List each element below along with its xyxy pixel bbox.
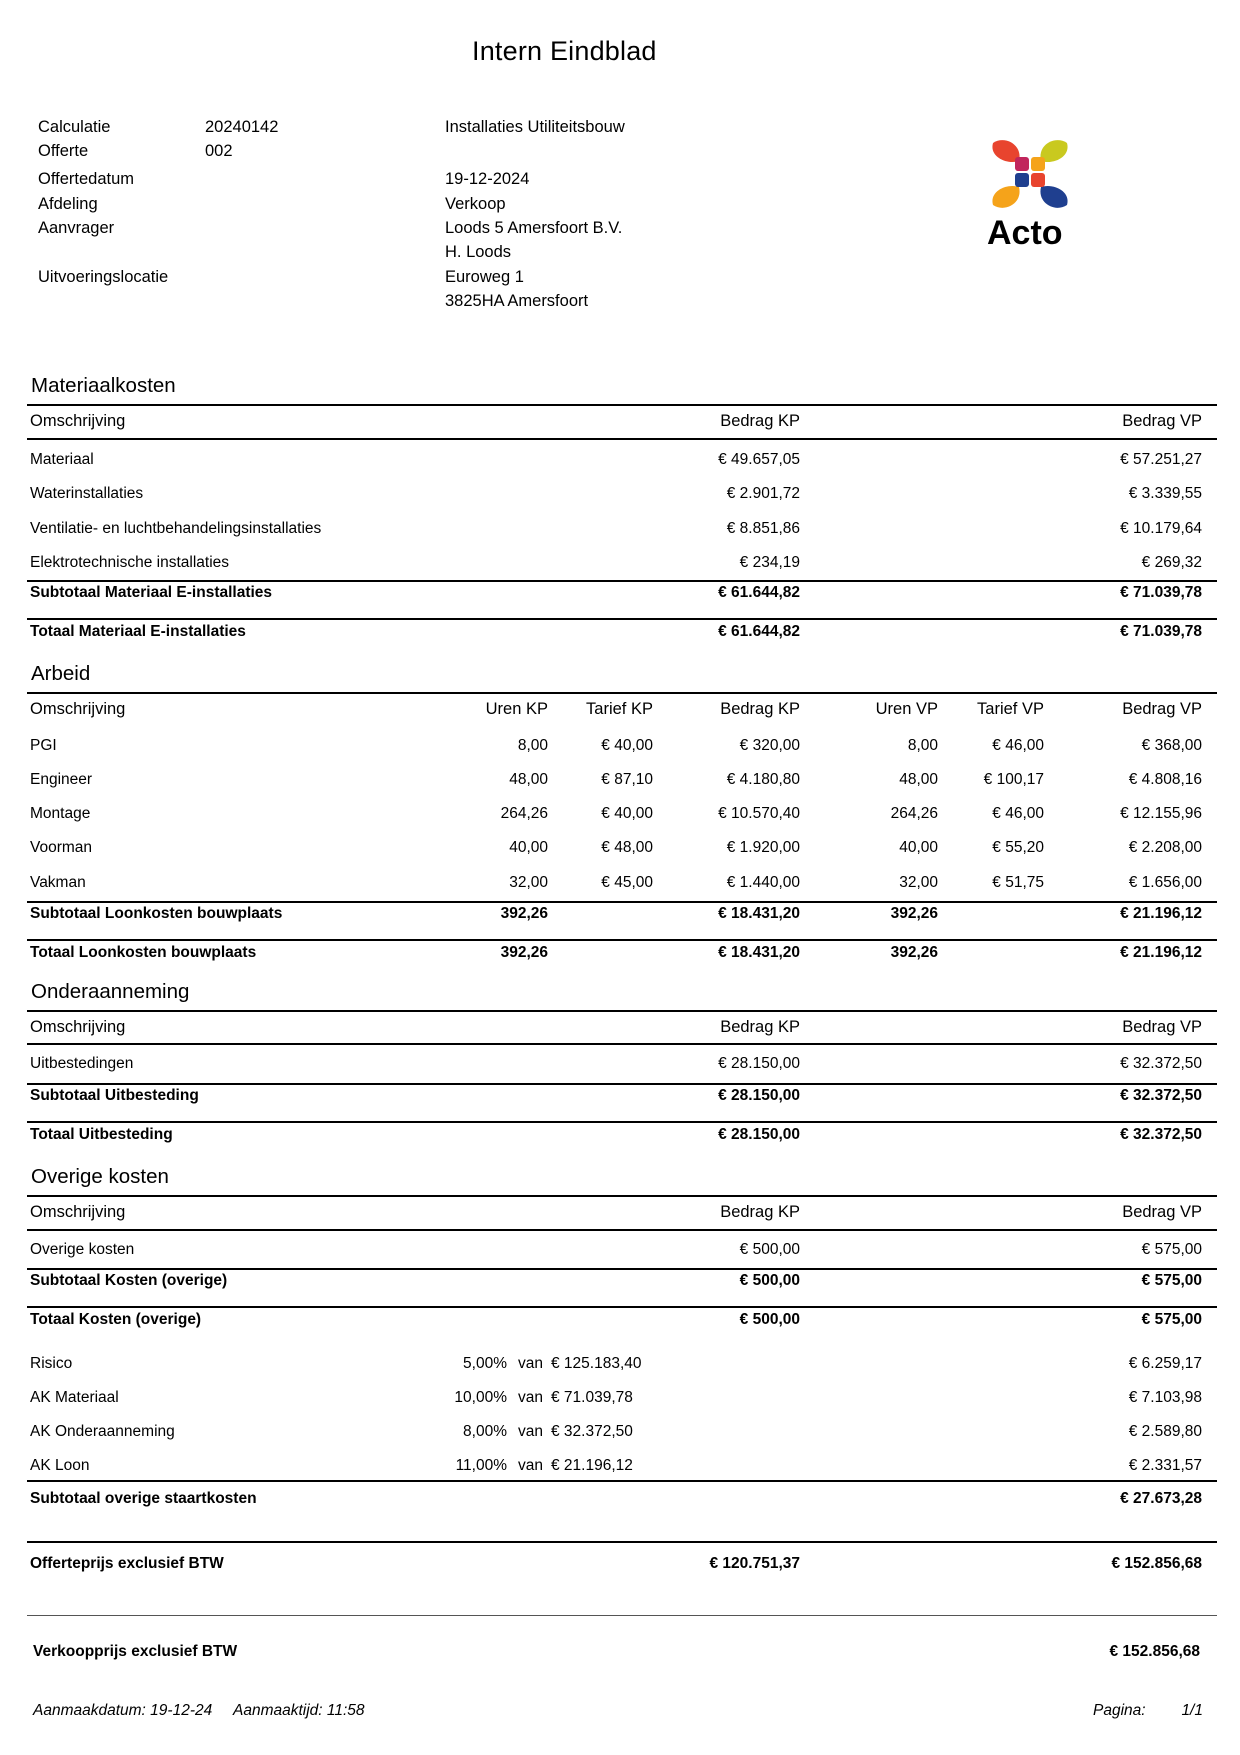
calculatie-label: Calculatie — [38, 118, 111, 136]
table-row-bedrag-kp: € 10.570,40 — [718, 805, 800, 822]
subtotal-vp: € 575,00 — [1141, 1272, 1202, 1289]
table-row-bedrag-vp: € 4.808,16 — [1128, 771, 1202, 788]
staart-row-basis: € 71.039,78 — [551, 1389, 633, 1406]
col-bedrag-kp: Bedrag KP — [720, 700, 800, 718]
total-label: Totaal Materiaal E-installaties — [30, 623, 246, 640]
subtotal-label: Subtotaal Uitbesteding — [30, 1087, 199, 1104]
col-bedrag-vp: Bedrag VP — [1122, 700, 1202, 718]
subtotal-bedrag-vp: € 21.196,12 — [1120, 905, 1202, 922]
afdeling-value: Verkoop — [445, 195, 506, 213]
staart-row-basis: € 125.183,40 — [551, 1355, 642, 1372]
acto-logo-mark — [985, 135, 1075, 215]
offerteprijs-kp: € 120.751,37 — [709, 1555, 800, 1572]
staart-row-basis: € 21.196,12 — [551, 1457, 633, 1474]
footer-pagina-label: Pagina: — [1093, 1702, 1146, 1719]
subtotal-kp: € 500,00 — [739, 1272, 800, 1289]
staart-subtotal-amount: € 27.673,28 — [1120, 1490, 1202, 1507]
table-row-name: Montage — [30, 805, 91, 822]
page-title: Intern Eindblad — [472, 36, 657, 66]
total-kp: € 61.644,82 — [718, 623, 800, 640]
verkoopprijs-label: Verkoopprijs exclusief BTW — [33, 1643, 238, 1660]
total-vp: € 575,00 — [1141, 1311, 1202, 1328]
table-row-uren-kp: 40,00 — [509, 839, 548, 856]
table-row-bedrag-vp: € 368,00 — [1141, 737, 1202, 754]
row-name: Overige kosten — [30, 1241, 135, 1258]
table-row-vp: € 57.251,27 — [1120, 451, 1202, 468]
staart-row-basis: € 32.372,50 — [551, 1423, 633, 1440]
table-row-tarief-vp: € 51,75 — [992, 874, 1044, 891]
col-bedrag-vp: Bedrag VP — [1122, 1018, 1202, 1036]
verkoopprijs-amount: € 152.856,68 — [1109, 1643, 1200, 1660]
acto-logo-text: Acto — [987, 214, 1063, 252]
table-row-tarief-kp: € 40,00 — [601, 805, 653, 822]
staart-row-van: van — [518, 1423, 543, 1440]
footer-aanmaakdatum: Aanmaakdatum: 19-12-24 — [33, 1702, 213, 1719]
row-vp: € 32.372,50 — [1120, 1055, 1202, 1072]
col-bedrag-kp: Bedrag KP — [720, 412, 800, 430]
row-kp: € 500,00 — [739, 1241, 800, 1258]
staart-row-pct: 11,00% — [455, 1457, 507, 1474]
total-bedrag-vp: € 21.196,12 — [1120, 944, 1202, 961]
subtotal-label: Subtotaal Loonkosten bouwplaats — [30, 905, 283, 922]
footer-pagina-value: 1/1 — [1181, 1702, 1203, 1719]
col-omschrijving: Omschrijving — [30, 700, 126, 718]
staart-row-van: van — [518, 1389, 543, 1406]
table-row-bedrag-kp: € 1.440,00 — [726, 874, 800, 891]
col-bedrag-vp: Bedrag VP — [1122, 412, 1202, 430]
subtotal-bedrag-kp: € 18.431,20 — [718, 905, 800, 922]
table-row-uren-vp: 32,00 — [899, 874, 938, 891]
total-vp: € 71.039,78 — [1120, 623, 1202, 640]
table-row-tarief-kp: € 48,00 — [601, 839, 653, 856]
staart-subtotal-label: Subtotaal overige staartkosten — [30, 1490, 257, 1507]
col-uren-kp: Uren KP — [485, 700, 548, 718]
uitvoeringslocatie-label: Uitvoeringslocatie — [38, 268, 169, 286]
offerteprijs-label: Offerteprijs exclusief BTW — [30, 1555, 224, 1572]
table-row-name: Ventilatie- en luchtbehandelingsinstallaties — [30, 520, 322, 537]
col-omschrijving: Omschrijving — [30, 412, 126, 430]
aanvrager-label: Aanvrager — [38, 219, 115, 237]
subtotal-vp: € 32.372,50 — [1120, 1087, 1202, 1104]
subtotal-vp: € 71.039,78 — [1120, 584, 1202, 601]
section-title-arbeid: Arbeid — [31, 662, 91, 685]
table-row-name: Vakman — [30, 874, 86, 891]
staart-row-amount: € 2.331,57 — [1128, 1457, 1202, 1474]
calculatie-value: 20240142 — [205, 118, 279, 136]
subtotal-uren-kp: 392,26 — [500, 905, 548, 922]
section-title-overige: Overige kosten — [31, 1165, 169, 1188]
staart-row-pct: 10,00% — [454, 1389, 507, 1406]
col-tarief-kp: Tarief KP — [586, 700, 653, 718]
table-row-tarief-vp: € 46,00 — [992, 805, 1044, 822]
offerteprijs-vp: € 152.856,68 — [1111, 1555, 1202, 1572]
staart-row-amount: € 7.103,98 — [1128, 1389, 1202, 1406]
table-row-tarief-vp: € 100,17 — [983, 771, 1044, 788]
staart-row-name: AK Onderaanneming — [30, 1423, 175, 1440]
table-row-bedrag-vp: € 1.656,00 — [1128, 874, 1202, 891]
subtotal-label: Subtotaal Kosten (overige) — [30, 1272, 228, 1289]
total-bedrag-kp: € 18.431,20 — [718, 944, 800, 961]
table-row-name: Materiaal — [30, 451, 94, 468]
staart-row-amount: € 2.589,80 — [1128, 1423, 1202, 1440]
aanvrager-line1: Loods 5 Amersfoort B.V. — [445, 219, 623, 237]
table-row-bedrag-kp: € 1.920,00 — [726, 839, 800, 856]
table-row-name: Engineer — [30, 771, 93, 788]
staart-row-name: Risico — [30, 1355, 73, 1372]
staart-row-pct: 5,00% — [463, 1355, 507, 1372]
col-omschrijving: Omschrijving — [30, 1018, 126, 1036]
col-uren-vp: Uren VP — [875, 700, 938, 718]
offerte-value: 002 — [205, 142, 233, 160]
subtotal-label: Subtotaal Materiaal E-installaties — [30, 584, 273, 601]
table-row-uren-vp: 8,00 — [907, 737, 938, 754]
section-title-materiaal: Materiaalkosten — [31, 374, 176, 397]
table-row-kp: € 2.901,72 — [726, 485, 800, 502]
table-row-tarief-vp: € 46,00 — [992, 737, 1044, 754]
total-kp: € 28.150,00 — [718, 1126, 800, 1143]
col-bedrag-kp: Bedrag KP — [720, 1018, 800, 1036]
staart-row-van: van — [518, 1457, 543, 1474]
total-label: Totaal Loonkosten bouwplaats — [30, 944, 257, 961]
staart-row-amount: € 6.259,17 — [1128, 1355, 1202, 1372]
footer-aanmaaktijd: Aanmaaktijd: 11:58 — [233, 1702, 365, 1719]
row-name: Uitbestedingen — [30, 1055, 134, 1072]
table-row-tarief-kp: € 87,10 — [601, 771, 653, 788]
total-label: Totaal Kosten (overige) — [30, 1311, 202, 1328]
table-row-tarief-vp: € 55,20 — [992, 839, 1044, 856]
staart-row-name: AK Materiaal — [30, 1389, 119, 1406]
table-row-uren-vp: 264,26 — [890, 805, 938, 822]
total-uren-vp: 392,26 — [890, 944, 938, 961]
col-bedrag-vp: Bedrag VP — [1122, 1203, 1202, 1221]
subtotal-kp: € 28.150,00 — [718, 1087, 800, 1104]
subtotal-uren-vp: 392,26 — [890, 905, 938, 922]
offerte-label: Offerte — [38, 142, 89, 160]
table-row-uren-kp: 32,00 — [509, 874, 548, 891]
col-tarief-vp: Tarief VP — [977, 700, 1044, 718]
row-kp: € 28.150,00 — [718, 1055, 800, 1072]
table-row-uren-kp: 264,26 — [500, 805, 548, 822]
table-row-tarief-kp: € 40,00 — [601, 737, 653, 754]
section-title-onderaanneming: Onderaanneming — [31, 980, 190, 1003]
offertedatum-label: Offertedatum — [38, 170, 134, 188]
table-row-uren-kp: 48,00 — [509, 771, 548, 788]
afdeling-label: Afdeling — [38, 195, 98, 213]
locatie-line2: 3825HA Amersfoort — [445, 292, 589, 310]
table-row-vp: € 10.179,64 — [1120, 520, 1202, 537]
col-omschrijving: Omschrijving — [30, 1203, 126, 1221]
table-row-uren-vp: 40,00 — [899, 839, 938, 856]
total-uren-kp: 392,26 — [500, 944, 548, 961]
staart-row-name: AK Loon — [30, 1457, 90, 1474]
subtotal-kp: € 61.644,82 — [718, 584, 800, 601]
table-row-bedrag-kp: € 320,00 — [739, 737, 800, 754]
row-vp: € 575,00 — [1141, 1241, 1202, 1258]
description-value: Installaties Utiliteitsbouw — [445, 118, 625, 136]
locatie-line1: Euroweg 1 — [445, 268, 524, 286]
table-row-kp: € 8.851,86 — [726, 520, 800, 537]
offertedatum-value: 19-12-2024 — [445, 170, 530, 188]
table-row-kp: € 234,19 — [739, 554, 800, 571]
staart-row-van: van — [518, 1355, 543, 1372]
table-row-bedrag-vp: € 12.155,96 — [1120, 805, 1202, 822]
table-row-name: Waterinstallaties — [30, 485, 144, 502]
table-row-name: Voorman — [30, 839, 93, 856]
table-row-vp: € 3.339,55 — [1128, 485, 1202, 502]
total-vp: € 32.372,50 — [1120, 1126, 1202, 1143]
table-row-tarief-kp: € 45,00 — [601, 874, 653, 891]
table-row-bedrag-kp: € 4.180,80 — [726, 771, 800, 788]
acto-logo — [985, 135, 1075, 265]
col-bedrag-kp: Bedrag KP — [720, 1203, 800, 1221]
table-row-name: PGI — [30, 737, 57, 754]
table-row-bedrag-vp: € 2.208,00 — [1128, 839, 1202, 856]
aanvrager-line2: H. Loods — [445, 243, 512, 261]
table-row-uren-vp: 48,00 — [899, 771, 938, 788]
table-row-vp: € 269,32 — [1141, 554, 1202, 571]
table-row-name: Elektrotechnische installaties — [30, 554, 230, 571]
table-row-uren-kp: 8,00 — [517, 737, 548, 754]
total-kp: € 500,00 — [739, 1311, 800, 1328]
staart-row-pct: 8,00% — [463, 1423, 507, 1440]
total-label: Totaal Uitbesteding — [30, 1126, 173, 1143]
table-row-kp: € 49.657,05 — [718, 451, 800, 468]
